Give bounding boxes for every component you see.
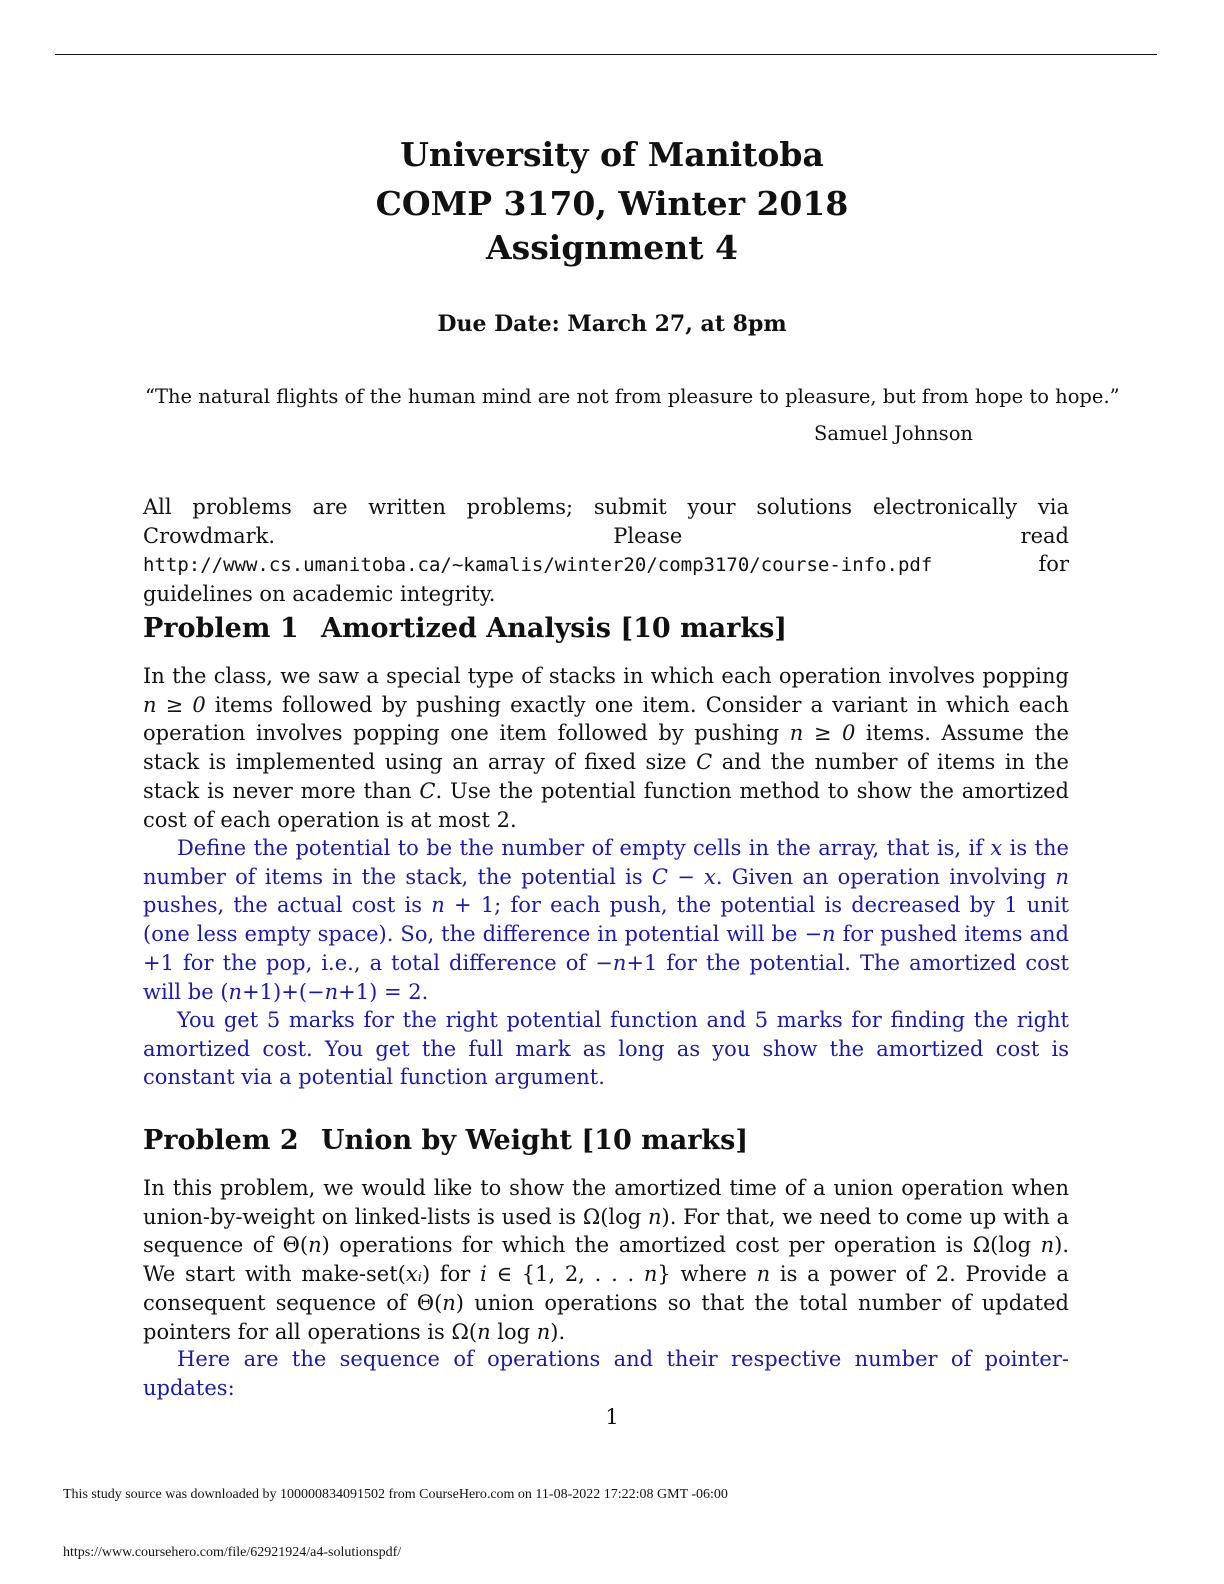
course-title: COMP 3170, Winter 2018 [375, 184, 849, 223]
problem2-statement: In this problem, we would like to show the amortized time of a union operation when union-by-weight on linked-lists is used is Ω(log n). For that, we need to come up with a sequence of Θ(n) operations for which the amortized cost per operation is Ω(log n). We start with make-set(xᵢ) for i ∈ {1, 2, . . . n} where n is a power of 2. Provide a consequent sequence of Θ(n) union operations so that the total number of updated pointers for all operations is Ω(n log n). [143, 1176, 1070, 1344]
download-notice: This study source was downloaded by 100000834091502 from CourseHero.com on 11-08-2022 17:22:08 GMT -06:00 [63, 1487, 728, 1502]
university-title: University of Manitoba [400, 135, 824, 174]
problem2-heading: Problem 2 Union by Weight [10 marks] [143, 1125, 749, 1156]
problem1-grading: You get 5 marks for the right potential function and 5 marks for finding the right amortized cost. You get the full mark as long as you show the amortized cost is constant via a potential function argument. [143, 1008, 1069, 1090]
source-url[interactable]: https://www.coursehero.com/file/62921924/a4-solutionspdf/ [63, 1545, 402, 1560]
problem1-statement: In the class, we saw a special type of stacks in which each operation involves popping n ≥ 0 items followed by pushing exactly one item. Consider a variant in which each operation involves popping one item followed by pushing n ≥ 0 items. Assume the stack is implemented using an array of fixed size C and the number of items in the stack is never more than C. Use the potential function method to show the amortized cost of each operation is at most 2. [143, 664, 1070, 832]
intro-paragraph: All problems are written problems; submit your solutions electronically via Crowdmark. Please read http://www.cs.umanitoba.ca/~kamalis/winter20/comp3170/course-info.pdf for guidelines on academic integrity. [143, 495, 1069, 607]
epigraph-quote: “The natural flights of the human mind are not from pleasure to pleasure, but from hope to hope.” [145, 385, 1120, 408]
problem1-solution: Define the potential to be the number of empty cells in the array, that is, if x is the number of items in the stack, the potential is C − x. Given an operation involving n pushes, the actual cost is n + 1; for each push, the potential is decreased by 1 unit (one less empty space). So, the difference in potential will be −n for pushed items and +1 for the pop, i.e., a total difference of −n+1 for the potential. The amortized cost will be (n+1)+(−n+1) = 2. [143, 836, 1070, 1004]
course-info-link[interactable]: http://www.cs.umanitoba.ca/~kamalis/winter20/comp3170/course-info.pdf [143, 554, 933, 577]
page-number: 1 [605, 1405, 619, 1429]
problem1-heading: Problem 1 Amortized Analysis [10 marks] [143, 613, 788, 644]
epigraph-author: Samuel Johnson [814, 422, 973, 445]
due-date: Due Date: March 27, at 8pm [437, 311, 787, 337]
top-rule [55, 54, 1157, 55]
problem2-solution-intro: Here are the sequence of operations and their respective number of pointer-updates: [143, 1347, 1069, 1400]
assignment-title: Assignment 4 [486, 228, 738, 267]
